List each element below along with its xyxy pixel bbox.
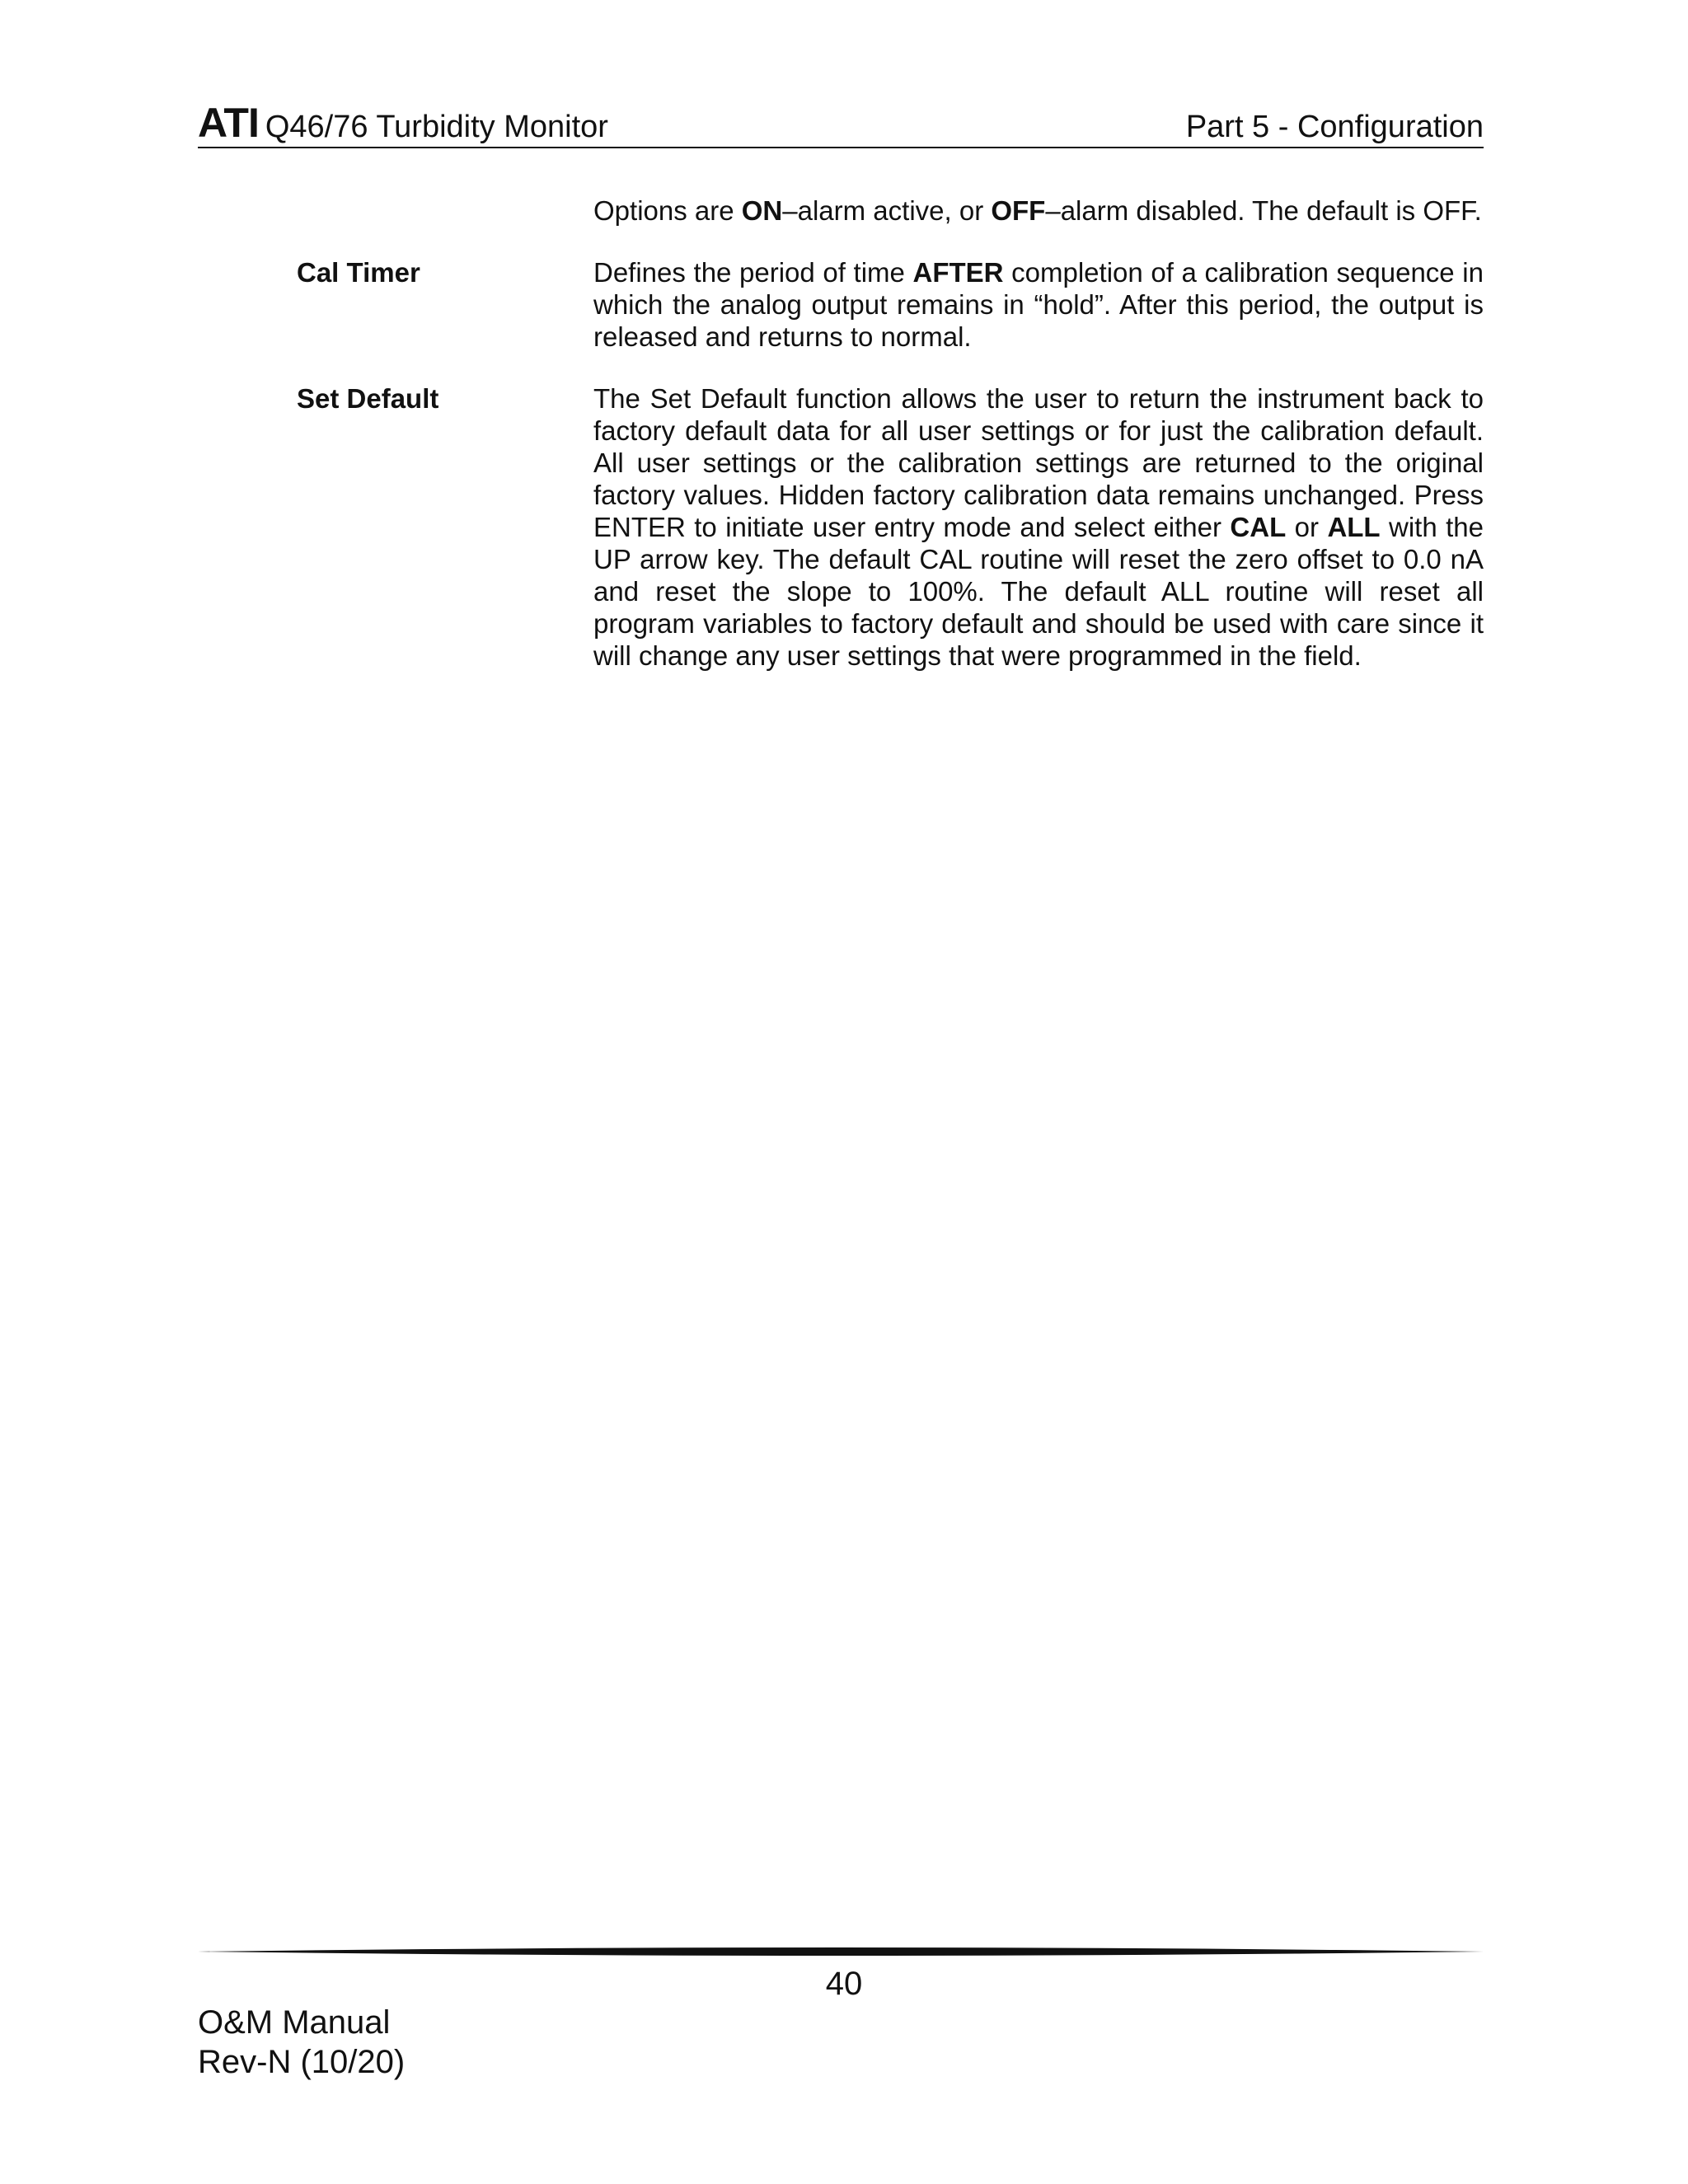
desc-text: with the UP arrow key. The default CAL routine will reset the zero offset to 0.0 nA and reset the slope to 100%. The default ALL routine will reset all program variables to factory default and should be used with care since it will change any user settings that were programmed in the field. [593, 512, 1484, 671]
definition-list [198, 194, 1484, 701]
entry-term: Set Default [297, 383, 439, 414]
desc-bold: OFF [991, 195, 1046, 226]
desc-text: –alarm disabled. The default is OFF. [1045, 195, 1482, 226]
manual-name: O&M Manual [198, 2004, 391, 2041]
header-title [198, 100, 608, 146]
desc-text: The Set Default function allows the user to return the instrument back to factory default data for all user settings or for just the calibration default. All user settings or the calibration settings are returned to the original factory values. Hidden factory calibration data remains unchanged. Press ENTER to initiate user entry mode and select either [593, 383, 1484, 542]
desc-text: –alarm active, or [782, 195, 992, 226]
page-number: 40 [825, 1966, 863, 2002]
desc-bold: AFTER [912, 257, 1004, 288]
desc-text: or [1286, 512, 1328, 542]
entry-term [198, 194, 593, 227]
brand-logo-text: ATI [198, 100, 259, 146]
desc-bold: CAL [1230, 512, 1287, 542]
revision: Rev-N (10/20) [198, 2044, 406, 2080]
desc-bold: ON [741, 195, 783, 226]
entry-term: Cal Timer [297, 257, 420, 288]
definition-entry [198, 194, 1484, 227]
definition-entry-set-default [198, 382, 1484, 672]
desc-text: Options are [593, 195, 742, 226]
desc-bold: ALL [1327, 512, 1381, 542]
desc-text: Defines the period of time [593, 257, 913, 288]
product-name: Q46/76 Turbidity Monitor [265, 110, 608, 144]
definition-entry-cal-timer [198, 256, 1484, 353]
desc-text: completion of a calibration sequence in which the analog output remains in “hold”. After this period, the output is released and returns to normal. [593, 257, 1484, 352]
entry-description [593, 256, 1484, 353]
page-header [198, 100, 1484, 148]
entry-description [593, 382, 1484, 672]
entry-description [593, 194, 1484, 227]
footer-info [198, 2003, 405, 2082]
footer-divider [198, 1945, 1484, 1958]
section-title: Part 5 - Configuration [1185, 110, 1484, 144]
